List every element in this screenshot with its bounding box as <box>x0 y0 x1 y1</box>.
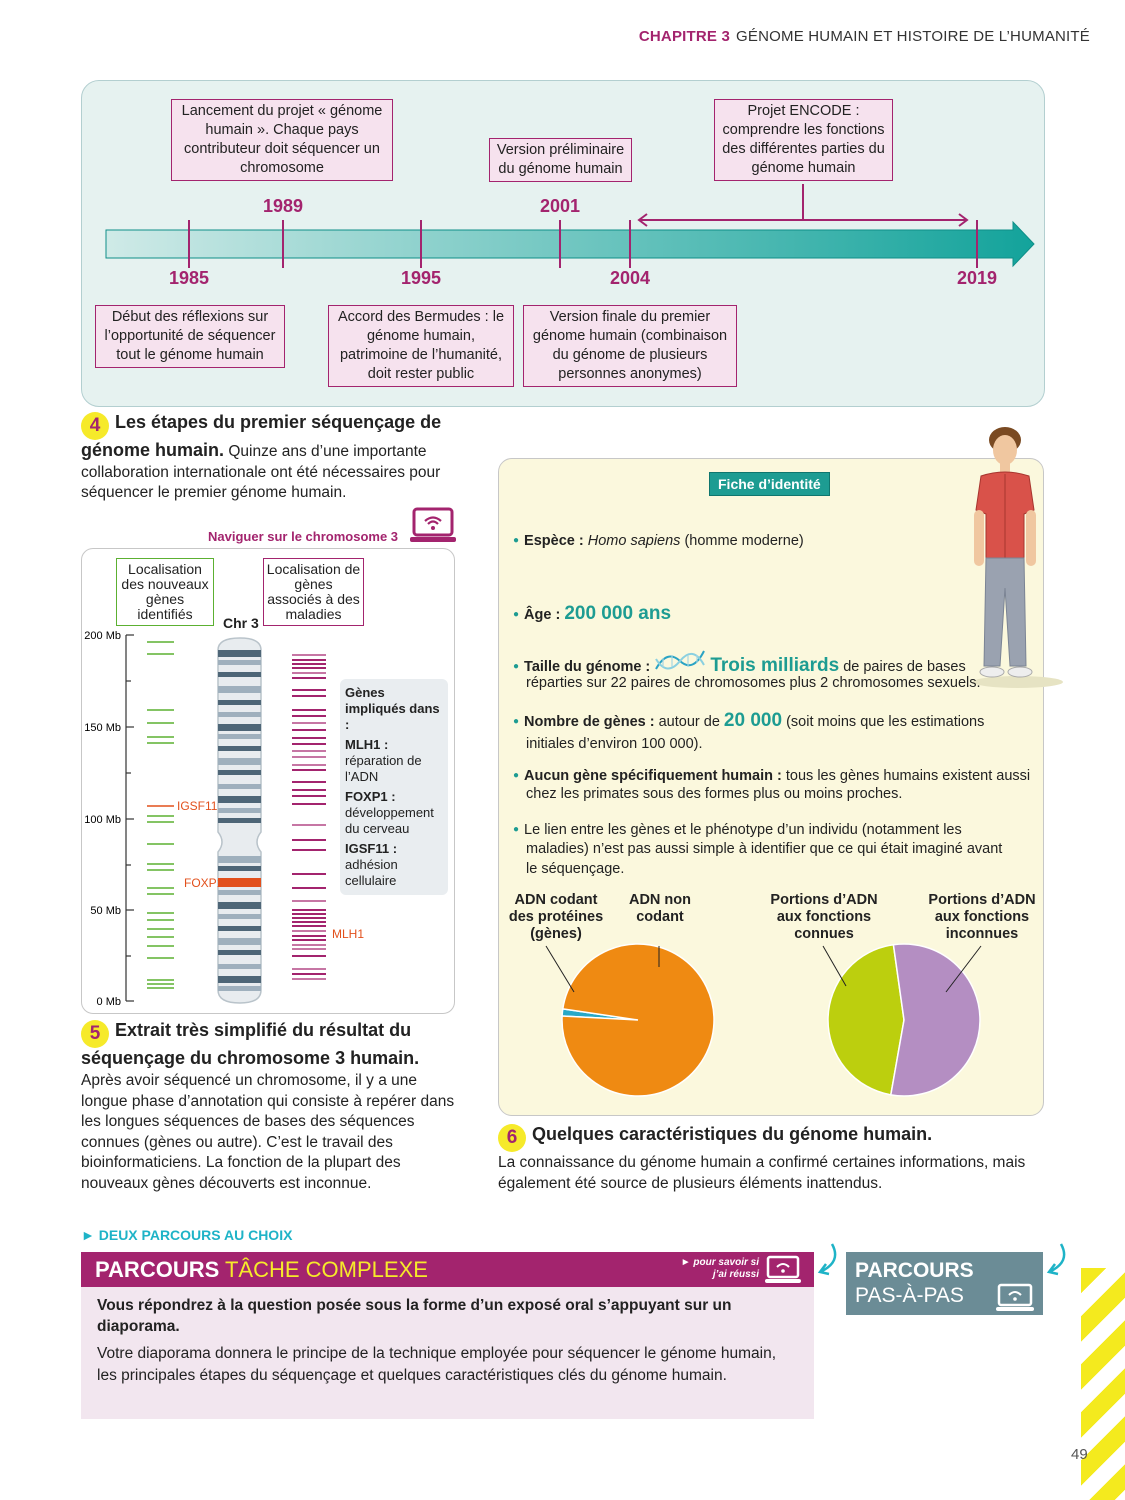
doc4-caption <box>81 412 476 504</box>
fact-lien: ● Le lien entre les gènes et le phénotype d’un individu (notamment les <box>513 820 962 841</box>
chromosome-band <box>218 784 261 789</box>
event-1985: Début des réflexions sur l’opportunité de séquencer tout le génome humain <box>95 305 285 368</box>
chromosome-band <box>218 712 261 717</box>
genes-legend <box>340 679 448 895</box>
chromosome-band <box>218 758 261 765</box>
deux-parcours-label: ► DEUX PARCOURS AU CHOIX <box>81 1227 293 1243</box>
reussi-link[interactable]: ► pour savoir si j’ai réussi <box>680 1257 759 1280</box>
decorative-stripes <box>1081 1268 1125 1500</box>
fact-age: ● Âge : 200 000 ans <box>513 604 671 626</box>
navigate-chromosome-link[interactable]: Naviguer sur le chromosome 3 <box>208 529 399 544</box>
fact-aucun-cont: chez les primates sous des formes plus ou moins proches. <box>526 786 903 802</box>
chromosome-band <box>218 808 261 813</box>
computer-wifi-icon[interactable] <box>410 506 456 544</box>
chromosome-band <box>218 950 261 955</box>
axis-tick-0: 0 Mb <box>96 996 121 1008</box>
pie2-label-unknown: Portions d’ADN aux fonctions inconnues <box>928 892 1036 942</box>
pie-charts <box>498 940 1044 1110</box>
chapter-label: CHAPITRE 3 <box>638 28 731 45</box>
chromosome-band <box>218 914 261 919</box>
pas-a-pas-computer-icon[interactable] <box>996 1283 1034 1313</box>
event-2001: Version préliminaire du génome humain <box>489 138 632 182</box>
doc4-title: Les étapes du premier séquençage de génome humain. <box>81 412 442 460</box>
year-1995: 1995 <box>400 268 442 288</box>
chromosome-band <box>218 986 261 991</box>
chromosome-band <box>218 770 261 775</box>
event-1989: Lancement du projet « génome humain ». Chaque pays contributeur doit séquencer un chromosome <box>171 99 393 181</box>
chromosome-band <box>218 660 261 665</box>
pie-chart-dna-functions <box>828 944 980 1096</box>
identity-badge: Fiche d’identité <box>709 472 830 496</box>
dna-helix-icon <box>654 647 706 675</box>
doc6-number: 6 <box>498 1124 526 1152</box>
parcours-complexe-title: PARCOURS TÂCHE COMPLEXE <box>95 1257 428 1282</box>
doc5-title: Extrait très simplifié du résultat du séquençage du chromosome 3 humain. <box>81 1020 420 1068</box>
fact-taille: ● Taille du génome : Trois milliards de paires de bases <box>513 647 966 678</box>
parcours-question: Vous répondrez à la question posée sous la forme d’un exposé oral s’appuyant sur un diaporama. <box>97 1297 732 1335</box>
chromosome-band <box>218 938 261 945</box>
doc5-caption <box>81 1020 461 1194</box>
fact-taille-cont: réparties sur 22 paires de chromosomes plus 2 chromosomes sexuels. <box>526 675 981 691</box>
fact-lien-cont: maladies) n’est pas aussi simple à identifier que ce qui était imaginé avant le séquençage. <box>526 841 1003 877</box>
legend-item-mlh1: MLH1 : réparation de l’ADN <box>345 737 422 784</box>
man-illustration <box>948 418 1068 698</box>
fact-espece: ● Espèce : Homo sapiens (homme moderne) <box>513 531 804 552</box>
label-disease-genes: Localisation de gènes associés à des maladies <box>263 558 364 626</box>
running-header <box>639 28 1090 45</box>
label-new-genes: Localisation des nouveaux gènes identifiés <box>116 558 214 626</box>
chromosome-band <box>218 650 261 657</box>
doc5-number: 5 <box>81 1020 109 1048</box>
event-2004: Version finale du premier génome humain (combinaison du génome de plusieurs personnes anonymes) <box>523 305 737 387</box>
page-number: 49 <box>1071 1446 1088 1463</box>
chr3-label: Chr 3 <box>223 615 259 631</box>
chromosome-band <box>218 856 261 863</box>
chromosome-band <box>218 976 261 983</box>
pas-a-pas-subtitle: PAS-À-PAS <box>855 1284 964 1307</box>
pie-chart-coding-dna <box>562 944 714 1096</box>
pie1-label-coding: ADN codant des protéines (gènes) <box>508 892 604 942</box>
new-genes-marks <box>147 642 174 988</box>
chromosome-band <box>218 734 261 739</box>
chromosome-band <box>218 686 261 693</box>
legend-title: Gènes impliqués dans : <box>345 685 440 732</box>
pie2-label-known: Portions d’ADN aux fonctions connues <box>770 892 878 942</box>
event-encode: Projet ENCODE : comprendre les fonctions des différentes parties du génome humain <box>714 99 893 181</box>
chromosome-band <box>218 796 261 803</box>
year-1985: 1985 <box>168 268 210 288</box>
chromosome-band <box>218 700 261 705</box>
disease-genes-marks <box>292 655 326 979</box>
doc5-text: Après avoir séquencé un chromosome, il y a une longue phase d’annotation qui consiste à repérer dans les longues séquences de bases des séquences connues (gènes ou autre). C’est le travail des bioinformaticiens. La fonction de la plupart des nouveaux gènes découverts est inconnue. <box>81 1072 455 1192</box>
chromosome-band <box>218 926 261 931</box>
year-2004: 2004 <box>609 268 651 288</box>
fact-genes: ● Nombre de gènes : autour de 20 000 (soit moins que les estimations <box>513 711 984 733</box>
chromosome-band <box>218 866 261 871</box>
doc6-text: La connaissance du génome humain a confirmé certaines informations, mais également été source de plusieurs éléments inattendus. <box>498 1154 1026 1192</box>
axis-tick-150: 150 Mb <box>84 722 121 734</box>
chromosome-band <box>218 672 261 677</box>
doc4-number: 4 <box>81 412 109 440</box>
igsf11-label: IGSF11 <box>177 799 218 813</box>
pie-coding-slice-1 <box>562 944 714 1096</box>
doc4-text: Quinze ans d’une importante collaboration internationale ont été nécessaires pour séquencer le premier génome humain. <box>81 443 441 501</box>
axis-tick-50: 50 Mb <box>90 905 121 917</box>
legend-item-igsf11: IGSF11 : adhésion cellulaire <box>345 841 398 888</box>
doc6-title: Quelques caractéristiques du génome humain. <box>532 1124 933 1144</box>
pie1-label-noncoding: ADN non codant <box>628 892 691 925</box>
doc6-caption <box>498 1124 1044 1194</box>
pie-function-slice-1 <box>891 944 980 1096</box>
arrow-icon-pas-a-pas <box>1041 1240 1071 1280</box>
event-1995: Accord des Bermudes : le génome humain, patrimoine de l’humanité, doit rester public <box>328 305 514 387</box>
axis-tick-200: 200 Mb <box>84 630 121 642</box>
year-2019: 2019 <box>956 268 998 288</box>
foxp1-label: FOXP1 <box>184 876 224 890</box>
foxp1-band <box>218 878 261 887</box>
pie-function-slice-0 <box>828 945 904 1095</box>
chromosome-band <box>218 890 261 895</box>
year-2001: 2001 <box>539 196 581 216</box>
axis-tick-100: 100 Mb <box>84 814 121 826</box>
reussi-computer-icon[interactable] <box>765 1255 801 1285</box>
pas-a-pas-title: PARCOURS <box>855 1259 974 1282</box>
arrow-icon-complexe <box>812 1240 842 1280</box>
fact-aucun: ● Aucun gène spécifiquement humain : tous les gènes humains existent aussi <box>513 766 1030 787</box>
chapter-title: GÉNOME HUMAIN ET HISTOIRE DE L’HUMANITÉ <box>736 28 1090 45</box>
chromosome-band <box>218 902 261 909</box>
chromosome-band <box>218 964 261 969</box>
legend-item-foxp1: FOXP1 : développement du cerveau <box>345 789 434 836</box>
mlh1-label: MLH1 <box>332 927 365 941</box>
fact-genes-cont: initiales d’environ 100 000). <box>526 736 703 752</box>
year-1989: 1989 <box>262 196 304 216</box>
chromosome-band <box>218 818 261 823</box>
chromosome-bands <box>218 650 261 991</box>
parcours-instructions: Votre diaporama donnera le principe de la technique employée pour séquencer le génome humain, les principales étapes du séquençage et quelques caractéristiques clés du génome humain. <box>97 1345 777 1384</box>
chromosome-band <box>218 724 261 731</box>
chromosome-band <box>218 746 261 751</box>
encode-range <box>639 184 967 226</box>
